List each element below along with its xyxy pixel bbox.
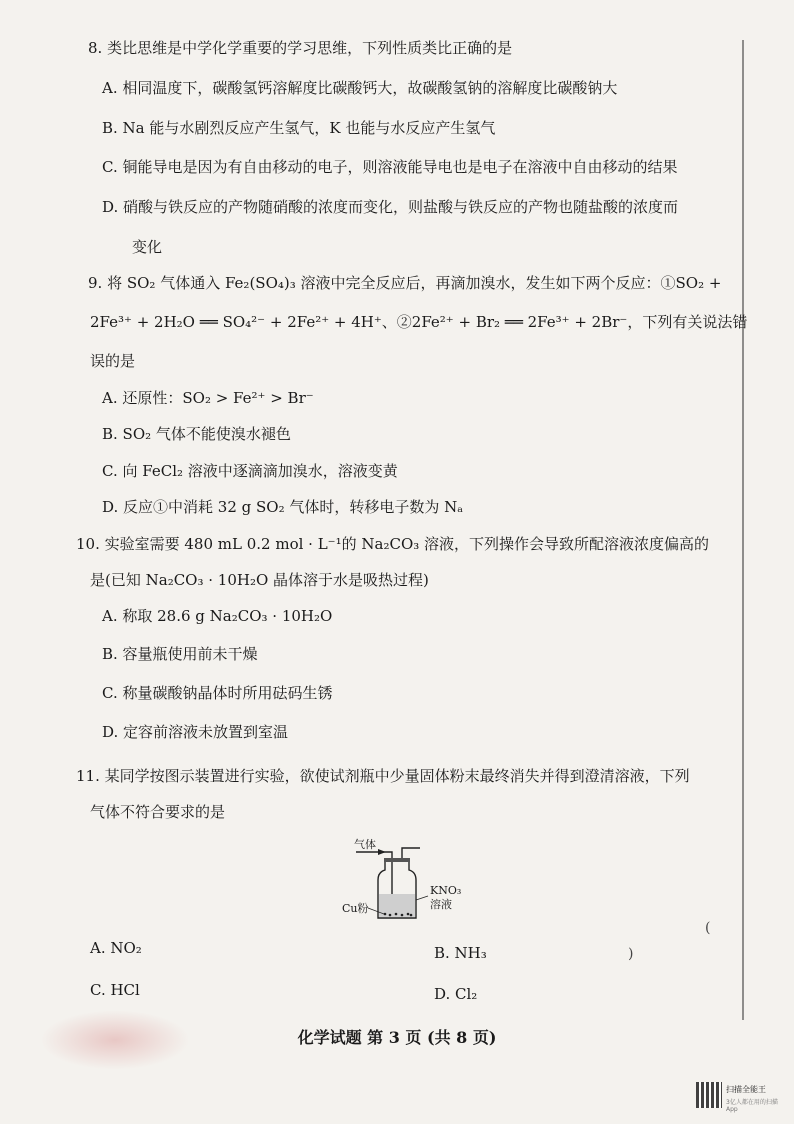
gas-bottle-figure bbox=[340, 838, 470, 923]
scanner-brand: 扫描全能王 bbox=[726, 1085, 766, 1094]
scanner-tagline: 3亿人都在用的扫描App bbox=[726, 1099, 778, 1113]
q11-option-c: C. HCl bbox=[90, 981, 140, 999]
q11-option-a: A. NO₂ bbox=[90, 939, 142, 957]
q9-stem: 9. 将 SO₂ 气体通入 Fe₂(SO₄)₃ 溶液中完全反应后，再滴加溴水，发生如下两个反应：①SO₂ + bbox=[88, 274, 722, 292]
scan-mark-1: ( bbox=[705, 920, 711, 936]
scan-edge-line bbox=[742, 40, 744, 1020]
q11-option-d: D. Cl₂ bbox=[434, 985, 478, 1003]
scan-mark-2: ) bbox=[628, 946, 634, 962]
q8-option-d-cont: 变化 bbox=[132, 238, 163, 256]
q8-stem: 8. 类比思维是中学化学重要的学习思维，下列性质类比正确的是 bbox=[88, 39, 513, 57]
q9-option-c: C. 向 FeCl₂ 溶液中逐滴滴加溴水，溶液变黄 bbox=[102, 462, 398, 480]
q9-option-b: B. SO₂ 气体不能使溴水褪色 bbox=[102, 425, 291, 443]
q8-option-c: C. 铜能导电是因为有自由移动的电子，则溶液能导电也是电子在溶液中自由移动的结果 bbox=[102, 158, 678, 176]
qr-code-icon bbox=[696, 1082, 722, 1108]
q10-option-c: C. 称量碳酸钠晶体时所用砝码生锈 bbox=[102, 684, 333, 702]
q11-stem: 11. 某同学按图示装置进行实验，欲使试剂瓶中少量固体粉末最终消失并得到澄清溶液，下列 bbox=[76, 767, 690, 785]
q10-option-b: B. 容量瓶使用前未干燥 bbox=[102, 645, 258, 663]
q10-stem-end: 是(已知 Na₂CO₃ · 10H₂O 晶体溶于水是吸热过程) bbox=[90, 571, 429, 589]
q9-stem-equations: 2Fe³⁺ + 2H₂O ══ SO₄²⁻ + 2Fe²⁺ + 4H⁺、②2Fe²⁺ + Br₂ ══ 2Fe³⁺ + 2Br⁻，下列有关说法错 bbox=[90, 313, 748, 331]
q11-stem-end: 气体不符合要求的是 bbox=[90, 803, 226, 821]
q9-option-a: A. 还原性：SO₂ > Fe²⁺ > Br⁻ bbox=[102, 389, 314, 407]
fig-label-gas: 气体 bbox=[354, 838, 376, 851]
q8-option-a: A. 相同温度下，碳酸氢钙溶解度比碳酸钙大，故碳酸氢钠的溶解度比碳酸钠大 bbox=[102, 79, 618, 97]
scanner-watermark bbox=[696, 1082, 788, 1112]
q10-stem: 10. 实验室需要 480 mL 0.2 mol · L⁻¹的 Na₂CO₃ 溶液，下列操作会导致所配溶液浓度偏高的 bbox=[76, 535, 710, 553]
fig-label-solution: 溶液 bbox=[430, 898, 452, 911]
q11-option-b: B. NH₃ bbox=[434, 944, 487, 962]
q10-option-d: D. 定容前溶液未放置到室温 bbox=[102, 723, 289, 741]
page-footer: 化学试题 第 3 页 (共 8 页) bbox=[297, 1028, 497, 1047]
q9-stem-end: 误的是 bbox=[90, 352, 136, 370]
q8-option-d: D. 硝酸与铁反应的产物随硝酸的浓度而变化，则盐酸与铁反应的产物也随盐酸的浓度而 bbox=[102, 198, 679, 216]
fig-label-kno3: KNO₃ bbox=[430, 884, 462, 897]
q9-option-d: D. 反应①中消耗 32 g SO₂ 气体时，转移电子数为 Nₐ bbox=[102, 498, 464, 516]
fig-label-cu: Cu粉 bbox=[342, 902, 369, 915]
q10-option-a: A. 称取 28.6 g Na₂CO₃ · 10H₂O bbox=[102, 607, 333, 625]
q8-option-b: B. Na 能与水剧烈反应产生氢气，K 也能与水反应产生氢气 bbox=[102, 119, 496, 137]
